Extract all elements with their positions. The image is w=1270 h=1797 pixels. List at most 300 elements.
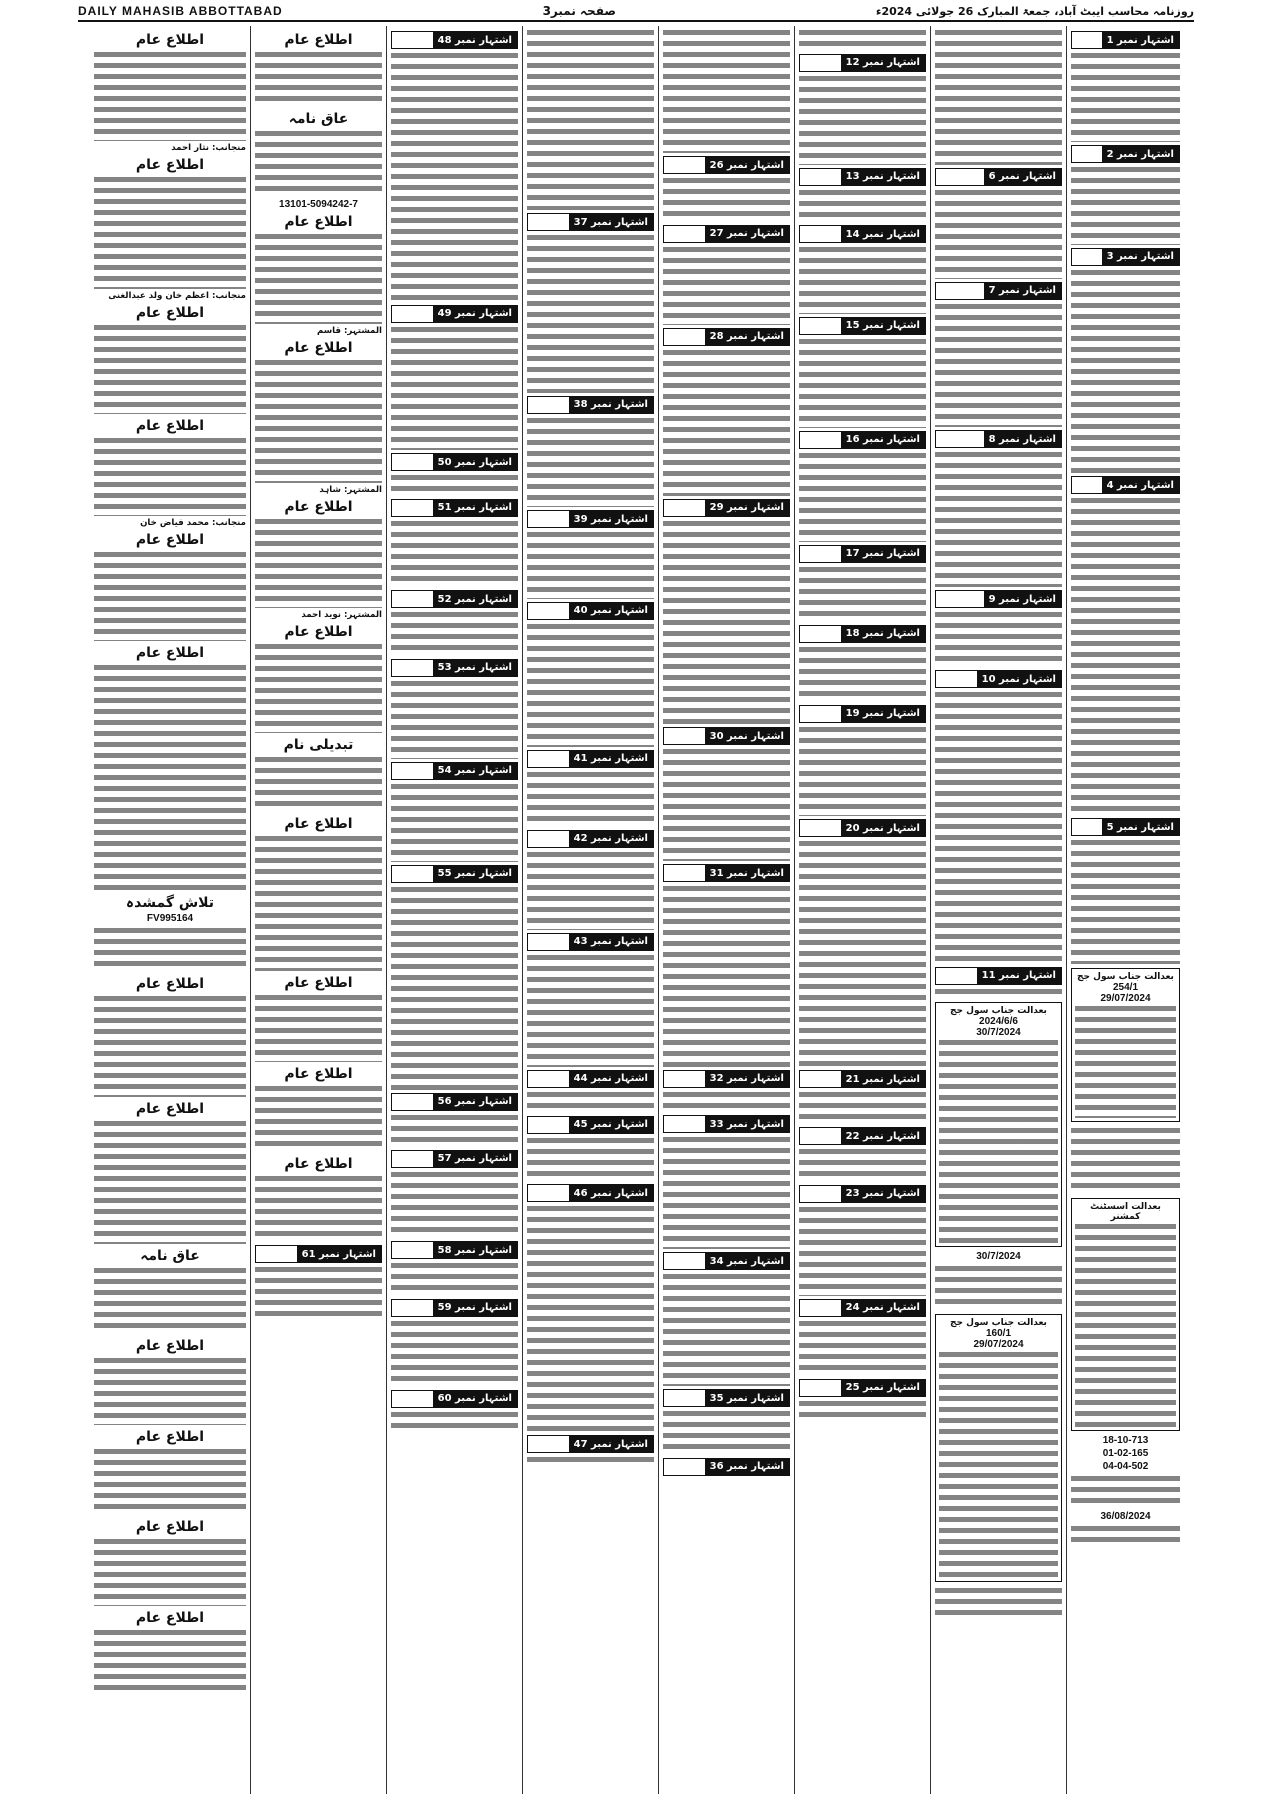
notice-body-text — [799, 451, 926, 542]
notice-body-text — [663, 747, 790, 861]
column-8 — [90, 26, 250, 1794]
case-number: 2024/6/6 — [979, 1016, 1018, 1028]
notice-body-text — [255, 642, 382, 733]
dateline: روزنامہ محاسب ایبٹ آباد، جمعۃ المبارک 26 جولائی 2024ء — [875, 4, 1194, 18]
ad-number-header — [935, 168, 1062, 186]
masthead — [78, 2, 1194, 22]
ad-number-header — [391, 1093, 518, 1111]
notice-body-text — [391, 519, 518, 587]
ad-number-header — [391, 31, 518, 49]
ad-header-blank — [800, 432, 841, 448]
ad-number-header — [799, 431, 926, 449]
court-heading: بعدالت اسسٹنٹ کمشنر — [1090, 1202, 1161, 1223]
ad-number-header — [663, 1389, 790, 1407]
notice-body-text — [94, 994, 246, 1097]
notice-body-text — [799, 1319, 926, 1376]
ad-number-header — [391, 1241, 518, 1259]
notice-body-text — [1071, 165, 1180, 245]
notice-title: اطلاع عام — [284, 214, 353, 231]
ad-number-header — [799, 1299, 926, 1317]
ad-number-label: اشتہار نمبر 44 — [569, 1071, 653, 1087]
column-5 — [522, 26, 658, 1794]
hearing-date: 30/7/2024 — [976, 1027, 1021, 1039]
notice-title: عاق نامہ — [140, 1247, 200, 1264]
ad-number-label: اشتہار نمبر 9 — [984, 591, 1061, 607]
notice-body-text — [391, 1170, 518, 1238]
ad-number-header — [527, 1116, 654, 1134]
notice-title: اطلاع عام — [135, 1609, 205, 1626]
ad-header-blank — [936, 169, 984, 185]
ad-header-blank — [256, 1246, 297, 1262]
notice-body-text — [527, 770, 654, 827]
advertiser-signature: منجانب: نثار احمد — [171, 143, 246, 154]
ad-header-blank — [528, 1436, 569, 1452]
notice-title: اطلاع عام — [135, 532, 205, 549]
notice-body-text — [799, 28, 926, 51]
ad-number-label: اشتہار نمبر 19 — [841, 706, 925, 722]
ad-number-header — [799, 545, 926, 563]
ad-number-label: اشتہار نمبر 1 — [1102, 32, 1179, 48]
ad-header-blank — [800, 1071, 841, 1087]
ad-number-header — [663, 1252, 790, 1270]
ad-header-blank — [392, 763, 433, 779]
ad-header-blank — [664, 1459, 705, 1475]
notice-body-text — [799, 725, 926, 816]
notice-body-text — [935, 450, 1062, 587]
notice-body-text — [1071, 1524, 1180, 1547]
ad-number-label: اشتہار نمبر 33 — [705, 1116, 789, 1132]
ad-header-blank — [664, 500, 705, 516]
notice-title: اطلاع عام — [135, 157, 205, 174]
notice-body-text — [255, 993, 382, 1061]
ad-number-header — [663, 1115, 790, 1133]
notice-body-text — [935, 302, 1062, 427]
notice-body-text — [94, 436, 246, 516]
notice-body-text — [527, 28, 654, 210]
ad-number-label: اشتہار نمبر 12 — [841, 55, 925, 71]
advertiser-signature: منجانب: اعظم خان ولد عبدالغنی — [108, 291, 246, 302]
ad-header-blank — [392, 1094, 433, 1110]
notice-body-text — [391, 51, 518, 302]
ad-number-label: اشتہار نمبر 27 — [705, 226, 789, 242]
court-notice-box — [935, 1002, 1062, 1247]
notice-body-text — [255, 129, 382, 197]
ad-number-label: اشتہار نمبر 49 — [433, 306, 517, 322]
ad-header-blank — [664, 728, 705, 744]
ad-number-header — [1071, 31, 1180, 49]
ad-number-label: اشتہار نمبر 56 — [433, 1094, 517, 1110]
ad-number-label: اشتہار نمبر 53 — [433, 660, 517, 676]
ad-number-header — [935, 430, 1062, 448]
notice-body-text — [799, 188, 926, 222]
ad-number-label: اشتہار نمبر 2 — [1102, 146, 1179, 162]
ad-number-label: اشتہار نمبر 10 — [977, 671, 1061, 687]
notice-body-text — [255, 232, 382, 323]
notice-body-text — [799, 337, 926, 428]
notice-body-text — [935, 28, 1062, 165]
ad-number-header — [1071, 818, 1180, 836]
ad-number-header — [799, 1070, 926, 1088]
notice-body-text — [391, 679, 518, 759]
paper-name: DAILY MAHASIB ABBOTTABAD — [78, 4, 283, 18]
ad-number-header — [391, 453, 518, 471]
ad-header-blank — [936, 671, 977, 687]
court-heading: بعدالت جناب سول جج — [1077, 971, 1174, 982]
ad-header-blank — [528, 603, 569, 619]
notice-title: اطلاع عام — [284, 32, 353, 48]
ad-header-blank — [528, 934, 569, 950]
ad-header-blank — [936, 283, 984, 299]
notice-body-text — [94, 175, 246, 289]
column-3 — [794, 26, 930, 1794]
court-notice-box — [935, 1314, 1062, 1582]
ad-header-blank — [800, 1186, 841, 1202]
ad-number-header — [663, 328, 790, 346]
ad-number-label: اشتہار نمبر 39 — [569, 511, 653, 527]
reference-number: 04-04-502 — [1102, 1461, 1149, 1473]
reference-number: 18-10-713 — [1102, 1435, 1149, 1447]
ad-number-header — [527, 1435, 654, 1453]
notice-title: اطلاع عام — [135, 305, 205, 322]
ad-number-label: اشتہار نمبر 11 — [977, 968, 1061, 984]
ad-number-label: اشتہار نمبر 22 — [841, 1128, 925, 1144]
ad-number-header — [799, 225, 926, 243]
ad-number-label: اشتہار نمبر 30 — [705, 728, 789, 744]
ad-number-label: اشتہار نمبر 58 — [433, 1242, 517, 1258]
ad-number-label: اشتہار نمبر 55 — [433, 866, 517, 882]
notice-body-text — [527, 1204, 654, 1432]
ad-number-label: اشتہار نمبر 61 — [297, 1246, 381, 1262]
notice-body-text — [1071, 268, 1180, 473]
ad-number-header — [527, 1070, 654, 1088]
court-notice-box — [1071, 1198, 1180, 1431]
reference-number: FV995164 — [146, 913, 194, 925]
ad-number-header — [1071, 476, 1180, 494]
notice-body-text — [255, 1084, 382, 1152]
ad-number-header — [1071, 248, 1180, 266]
ad-header-blank — [1072, 249, 1102, 265]
ad-header-blank — [392, 306, 433, 322]
ad-number-header — [663, 864, 790, 882]
ad-number-label: اشتہار نمبر 59 — [433, 1300, 517, 1316]
ad-number-label: اشتہار نمبر 38 — [569, 397, 653, 413]
ad-number-label: اشتہار نمبر 57 — [433, 1151, 517, 1167]
notice-body-text — [255, 1174, 382, 1242]
ad-number-header — [391, 305, 518, 323]
ad-number-label: اشتہار نمبر 4 — [1102, 477, 1179, 493]
reference-number: 13101-5094242-7 — [279, 199, 358, 211]
ad-number-label: اشتہار نمبر 42 — [569, 831, 653, 847]
notice-body-text — [94, 1447, 246, 1515]
notice-title: اطلاع عام — [284, 498, 353, 515]
ad-header-blank — [1072, 477, 1102, 493]
ad-header-blank — [800, 1128, 841, 1144]
court-notice-box — [1071, 968, 1180, 1122]
court-heading: بعدالت جناب سول جج — [950, 1006, 1047, 1017]
court-heading: بعدالت جناب سول جج — [950, 1317, 1047, 1328]
notice-body-text — [391, 325, 518, 450]
ad-number-header — [391, 590, 518, 608]
ad-header-blank — [392, 591, 433, 607]
ad-header-blank — [392, 660, 433, 676]
ad-number-label: اشتہار نمبر 36 — [705, 1459, 789, 1475]
notice-body-text — [1071, 496, 1180, 815]
notice-title: اطلاع عام — [135, 645, 205, 662]
notice-body-text — [94, 663, 246, 891]
ad-number-label: اشتہار نمبر 16 — [841, 432, 925, 448]
notice-body-text — [391, 885, 518, 1090]
ad-header-blank — [392, 866, 433, 882]
ad-number-label: اشتہار نمبر 37 — [569, 214, 653, 230]
ad-header-blank — [800, 318, 841, 334]
notice-body-text — [935, 987, 1062, 998]
notice-title: اطلاع عام — [284, 975, 353, 992]
notice-title: اطلاع عام — [135, 1428, 205, 1445]
notice-body-text — [663, 519, 790, 724]
notice-title: اطلاع عام — [135, 418, 205, 435]
ad-header-blank — [392, 1242, 433, 1258]
notice-body-text — [663, 884, 790, 1066]
notice-body-text — [391, 1261, 518, 1295]
ad-number-header — [391, 659, 518, 677]
notice-body-text — [935, 610, 1062, 667]
notice-body-text — [799, 645, 926, 702]
ad-number-label: اشتہار نمبر 54 — [433, 763, 517, 779]
ad-number-label: اشتہار نمبر 8 — [984, 431, 1061, 447]
notice-body-text — [663, 28, 790, 153]
notice-title: تلاش گمشدہ — [125, 895, 215, 912]
notice-body-text — [935, 188, 1062, 279]
case-number: 254/1 — [1112, 981, 1139, 993]
ad-header-blank — [392, 1151, 433, 1167]
ad-header-blank — [800, 626, 841, 642]
ad-number-header — [527, 750, 654, 768]
ad-header-blank — [664, 865, 705, 881]
notice-body-text — [663, 1135, 790, 1249]
ad-number-header — [935, 967, 1062, 985]
notice-title: اطلاع عام — [284, 816, 353, 833]
column-6 — [386, 26, 522, 1794]
ad-header-blank — [392, 500, 433, 516]
ad-number-label: اشتہار نمبر 20 — [841, 820, 925, 836]
ad-header-blank — [664, 1390, 705, 1406]
ad-number-header — [527, 510, 654, 528]
ad-header-blank — [936, 431, 984, 447]
ad-number-label: اشتہار نمبر 47 — [569, 1436, 653, 1452]
ad-number-label: اشتہار نمبر 45 — [569, 1117, 653, 1133]
advertiser-signature: المشتہر: نوید احمد — [301, 610, 382, 621]
notice-body-text — [527, 622, 654, 747]
ad-number-label: اشتہار نمبر 29 — [705, 500, 789, 516]
ad-number-label: اشتہار نمبر 40 — [569, 603, 653, 619]
notice-body-text — [255, 517, 382, 608]
notice-body-text — [391, 1410, 518, 1433]
ad-header-blank — [528, 831, 569, 847]
ad-number-label: اشتہار نمبر 48 — [433, 32, 517, 48]
ad-number-label: اشتہار نمبر 43 — [569, 934, 653, 950]
ad-number-label: اشتہار نمبر 3 — [1102, 249, 1179, 265]
notice-body-text — [255, 358, 382, 483]
notice-title: اطلاع عام — [135, 1519, 205, 1536]
notice-body-text — [799, 1147, 926, 1181]
ad-number-header — [799, 1379, 926, 1397]
ad-number-header — [799, 819, 926, 837]
notice-body-text — [935, 690, 1062, 964]
ad-number-header — [935, 282, 1062, 300]
ad-number-header — [663, 225, 790, 243]
notice-body-text — [799, 1205, 926, 1296]
notice-body-text — [1071, 51, 1180, 142]
notice-title: اطلاع عام — [284, 1065, 353, 1082]
ad-number-label: اشتہار نمبر 17 — [841, 546, 925, 562]
ad-number-label: اشتہار نمبر 18 — [841, 626, 925, 642]
reference-number: 30/7/2024 — [976, 1251, 1021, 1263]
advertiser-signature: منجانب: محمد فیاض خان — [140, 518, 246, 529]
ad-number-header — [391, 499, 518, 517]
ad-header-blank — [800, 820, 841, 836]
reference-number: 01-02-165 — [1102, 1448, 1149, 1460]
ad-header-blank — [936, 968, 977, 984]
notice-body-text — [663, 1409, 790, 1455]
ad-number-header — [663, 499, 790, 517]
ad-number-label: اشتہار نمبر 5 — [1102, 819, 1179, 835]
ad-number-label: اشتہار نمبر 6 — [984, 169, 1061, 185]
ad-number-header — [663, 727, 790, 745]
notice-body-text — [527, 530, 654, 598]
ad-header-blank — [1072, 146, 1102, 162]
notice-body-text — [935, 1586, 1062, 1620]
column-7 — [250, 26, 386, 1794]
notice-body-text — [527, 1090, 654, 1113]
ad-number-label: اشتہار نمبر 28 — [705, 329, 789, 345]
page-number: صفحہ نمبر3 — [542, 4, 616, 18]
notice-body-text — [391, 610, 518, 656]
ad-header-blank — [664, 329, 705, 345]
ad-number-label: اشتہار نمبر 50 — [433, 454, 517, 470]
notice-body-text — [663, 176, 790, 222]
ad-number-header — [391, 1299, 518, 1317]
ad-header-blank — [664, 1116, 705, 1132]
ad-header-blank — [664, 226, 705, 242]
notice-title: تبدیلی نام — [283, 737, 354, 754]
notice-body-text — [799, 1399, 926, 1422]
hearing-date: 29/07/2024 — [1100, 992, 1151, 1004]
newspaper-columns — [90, 26, 1184, 1794]
notice-body-text — [1071, 1126, 1180, 1194]
notice-body-text — [527, 233, 654, 393]
ad-header-blank — [528, 1117, 569, 1133]
court-notice-text — [1075, 1004, 1176, 1118]
ad-number-label: اشتہار نمبر 15 — [841, 318, 925, 334]
advertiser-signature: المشتہر: قاسم — [316, 325, 382, 336]
notice-body-text — [94, 1537, 246, 1605]
ad-number-label: اشتہار نمبر 26 — [705, 157, 789, 173]
ad-number-header — [391, 1390, 518, 1408]
notice-body-text — [799, 1090, 926, 1124]
column-1 — [1066, 26, 1184, 1794]
notice-body-text — [527, 1455, 654, 1466]
ad-number-label: اشتہار نمبر 46 — [569, 1185, 653, 1201]
notice-title: اطلاع عام — [284, 339, 353, 356]
column-4 — [658, 26, 794, 1794]
ad-number-header — [391, 762, 518, 780]
notice-body-text — [391, 1319, 518, 1387]
notice-body-text — [935, 1264, 1062, 1310]
notice-body-text — [94, 1628, 246, 1696]
ad-number-header — [799, 625, 926, 643]
ad-number-label: اشتہار نمبر 41 — [569, 751, 653, 767]
ad-number-header — [527, 933, 654, 951]
reference-number: 36/08/2024 — [1100, 1510, 1151, 1522]
ad-number-header — [391, 865, 518, 883]
notice-body-text — [255, 1265, 382, 1322]
hearing-date: 29/07/2024 — [973, 1338, 1024, 1350]
ad-number-header — [799, 1185, 926, 1203]
notice-body-text — [94, 550, 246, 641]
notice-title: اطلاع عام — [135, 975, 205, 992]
notice-body-text — [799, 839, 926, 1067]
ad-number-label: اشتہار نمبر 25 — [841, 1380, 925, 1396]
ad-header-blank — [528, 1071, 569, 1087]
ad-number-header — [799, 1127, 926, 1145]
notice-title: اطلاع عام — [135, 1100, 205, 1117]
ad-number-label: اشتہار نمبر 13 — [841, 169, 925, 185]
ad-number-header — [1071, 145, 1180, 163]
ad-number-header — [527, 830, 654, 848]
ad-header-blank — [800, 1380, 841, 1396]
notice-body-text — [799, 565, 926, 622]
ad-header-blank — [800, 546, 841, 562]
notice-body-text — [94, 926, 246, 972]
ad-header-blank — [800, 169, 841, 185]
ad-number-label: اشتہار نمبر 34 — [705, 1253, 789, 1269]
notice-title: اطلاع عام — [135, 32, 205, 48]
notice-body-text — [527, 416, 654, 507]
ad-header-blank — [1072, 32, 1102, 48]
advertiser-signature: المشتہر: شاہد — [319, 484, 382, 495]
notice-body-text — [527, 953, 654, 1067]
ad-number-header — [663, 1458, 790, 1476]
ad-header-blank — [392, 32, 433, 48]
notice-body-text — [663, 1090, 790, 1113]
ad-number-header — [935, 670, 1062, 688]
ad-number-header — [799, 705, 926, 723]
court-notice-text — [1075, 1222, 1176, 1427]
notice-body-text — [255, 834, 382, 971]
notice-body-text — [663, 1272, 790, 1386]
ad-header-blank — [664, 157, 705, 173]
notice-body-text — [1071, 1474, 1180, 1508]
notice-body-text — [527, 1136, 654, 1182]
notice-body-text — [94, 50, 246, 141]
column-2 — [930, 26, 1066, 1794]
ad-number-header — [527, 213, 654, 231]
ad-header-blank — [1072, 819, 1102, 835]
ad-number-label: اشتہار نمبر 32 — [705, 1071, 789, 1087]
notice-body-text — [94, 1119, 246, 1244]
ad-number-label: اشتہار نمبر 24 — [841, 1300, 925, 1316]
notice-title: عاق نامہ — [288, 111, 349, 127]
ad-number-header — [527, 396, 654, 414]
ad-header-blank — [528, 1185, 569, 1201]
notice-body-text — [1071, 838, 1180, 963]
ad-number-header — [527, 602, 654, 620]
ad-number-label: اشتہار نمبر 35 — [705, 1390, 789, 1406]
ad-header-blank — [528, 751, 569, 767]
notice-body-text — [94, 323, 246, 414]
ad-header-blank — [392, 1300, 433, 1316]
notice-body-text — [255, 755, 382, 812]
